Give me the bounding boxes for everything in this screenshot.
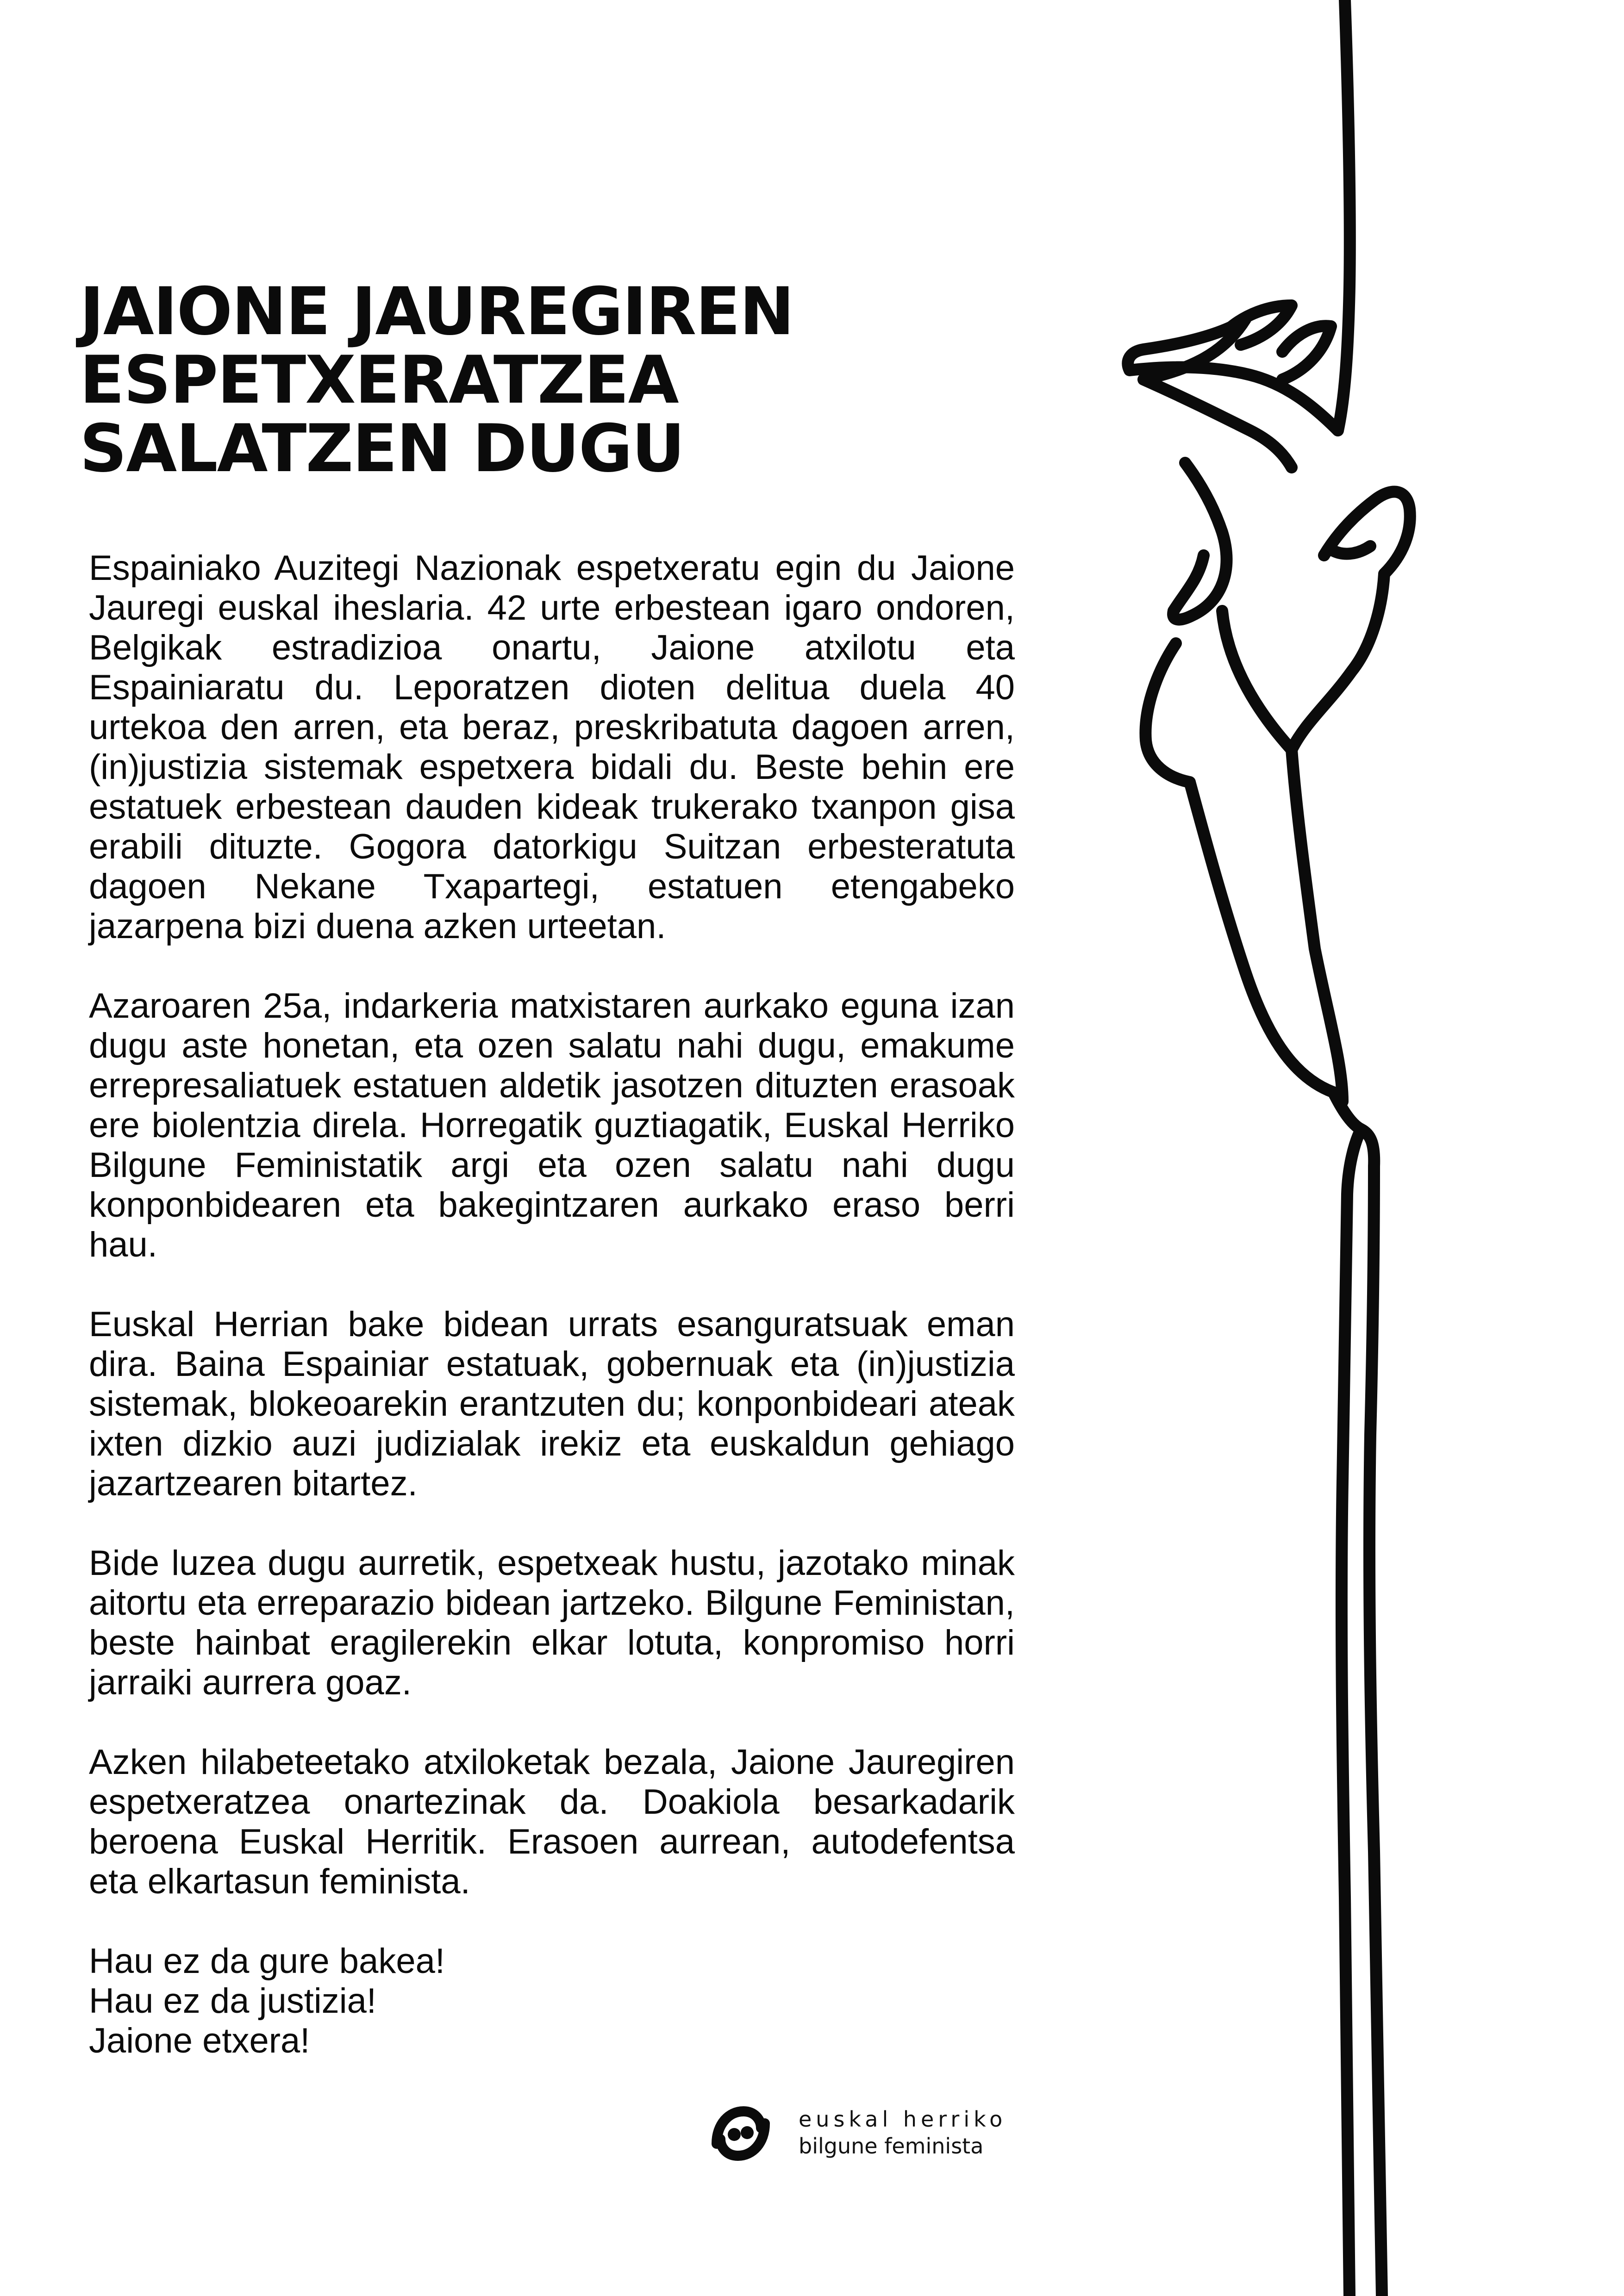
title-line-1: JAIONE JAUREGIREN bbox=[80, 274, 794, 350]
paragraph-2: Azaroaren 25a, indarkeria matxistaren aurkako eguna izan dugu aste honetan, eta ozen salatu nahi dugu, emakume errepresaliatuek estatuen aldetik jasotzen dituzten erasoak ere biolentzia direla. Horregatik guztiagatik, Euskal Herriko Bilgune Feministatik argi eta ozen salatu nahi dugu konponbidearen eta bakegintzaren aurkako eraso berri hau. bbox=[89, 986, 1015, 1264]
title-line-2: ESPETXERATZEA bbox=[80, 342, 678, 418]
paragraph-5: Azken hilabeteetako atxiloketak bezala, Jaione Jauregiren espetxeratzea onartezinak da. Doakiola besarkadarik beroena Euskal Herritik. Erasoen aurrean, autodefentsa eta elkartasun feminista. bbox=[89, 1742, 1015, 1901]
slogan-3: Jaione etxera! bbox=[89, 2021, 310, 2060]
page-title bbox=[80, 274, 1006, 487]
slogan-1: Hau ez da gure bakea! bbox=[89, 1941, 445, 1981]
bilgune-feminista-logo-icon bbox=[708, 2101, 773, 2166]
organization-logo bbox=[708, 2097, 1023, 2167]
closing-slogans bbox=[89, 1941, 1015, 2061]
slogan-2: Hau ez da justizia! bbox=[89, 1981, 376, 2021]
logo-wordmark bbox=[799, 2106, 1006, 2159]
title-line-3: SALATZEN DUGU bbox=[80, 411, 684, 487]
logo-line-2: bilgune feminista bbox=[799, 2134, 984, 2159]
paragraph-1: Espainiako Auzitegi Nazionak espetxeratu egin du Jaione Jauregi euskal iheslaria. 42 urte erbestean igaro ondoren, Belgikak estradizioa onartu, Jaione atxilotu eta Espainiaratu du. Leporatzen dioten delitua duela 40 urtekoa den arren, eta beraz, preskribatuta dagoen arren, (in)justizia sistemak espetxera bidali du. Beste behin ere estatuek erbestean dauden kideak trukerako txanpon gisa erabili dituzte. Gogora datorkigu Suitzan erbesteratuta dagoen Nekane Txapartegi, estatuen etengabeko jazarpena bizi duena azken urteetan. bbox=[89, 548, 1015, 946]
line-art-figure-illustration bbox=[1065, 0, 1624, 2296]
logo-line-1: euskal herriko bbox=[799, 2107, 1007, 2132]
body-text bbox=[89, 548, 1015, 2061]
paragraph-4: Bide luzea dugu aurretik, espetxeak hustu, jazotako minak aitortu eta erreparazio bidean jartzeko. Bilgune Feministan, beste hainbat eragilerekin elkar lotuta, konpromiso horri jarraiki aurrera goaz. bbox=[89, 1543, 1015, 1702]
paragraph-3: Euskal Herrian bake bidean urrats esanguratsuak eman dira. Baina Espainiar estatuak, gobernuak eta (in)justizia sistemak, blokeoarekin erantzuten du; konponbideari ateak ixten dizkio auzi judizialak irekiz eta euskaldun gehiago jazartzearen bitartez. bbox=[89, 1305, 1015, 1503]
